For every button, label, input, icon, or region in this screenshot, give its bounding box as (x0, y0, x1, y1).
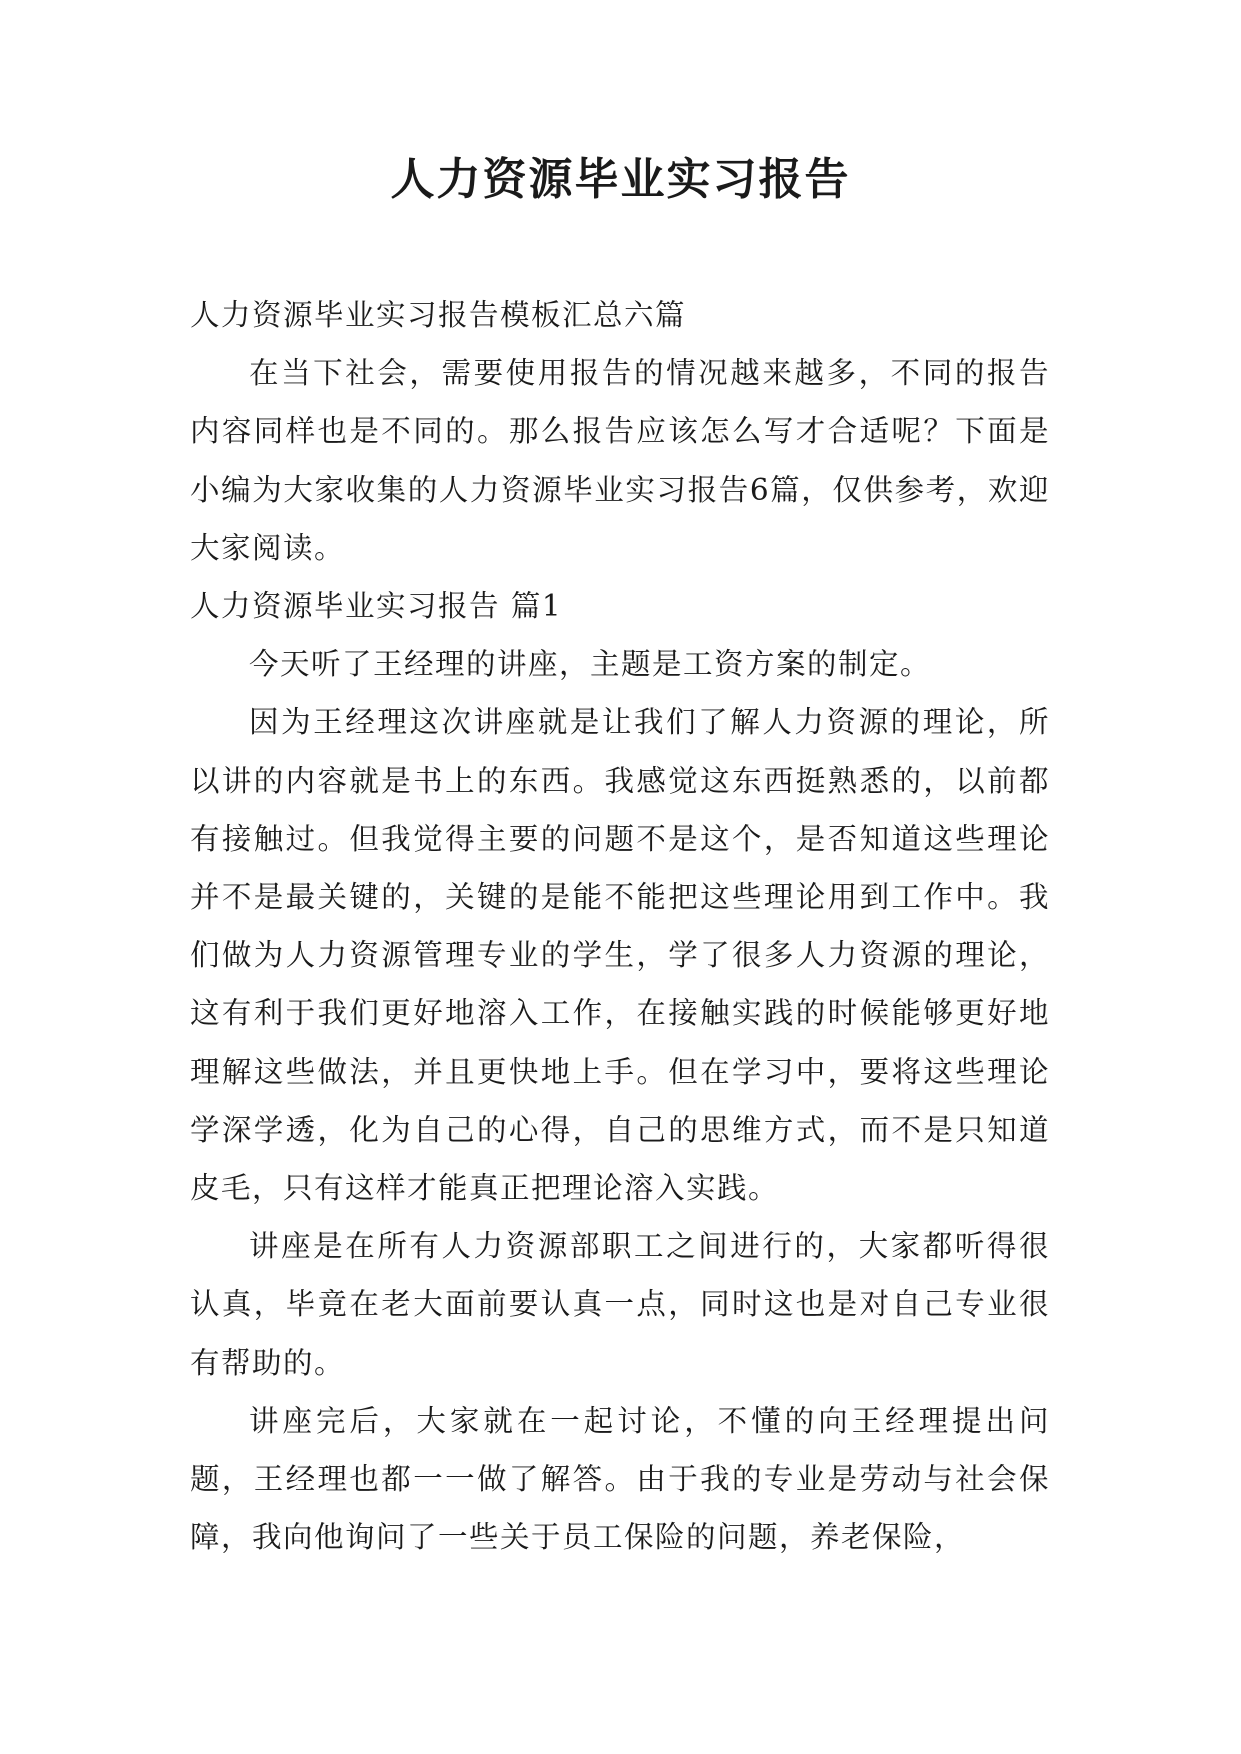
document-subtitle: 人力资源毕业实习报告模板汇总六篇 (190, 298, 687, 332)
document-body (190, 286, 1050, 1566)
body-paragraph: 今天听了王经理的讲座，主题是工资方案的制定。 (249, 647, 932, 682)
intro-paragraph: 在当下社会，需要使用报告的情况越来越多，不同的报告内容同样也是不同的。那么报告应该怎么写才合适呢？下面是小编为大家收集的人力资源毕业实习报告6篇，仅供参考，欢迎大家阅读。 (190, 356, 1050, 565)
document-title: 人力资源毕业实习报告 (390, 154, 851, 205)
body-paragraph: 讲座完后，大家就在一起讨论，不懂的向王经理提出问题，王经理也都一一做了解答。由于我的专业是劳动与社会保障，我向他询问了一些关于员工保险的问题，养老保险， (190, 1403, 1050, 1555)
body-paragraph: 讲座是在所有人力资源部职工之间进行的，大家都听得很认真，毕竟在老大面前要认真一点，同时这也是对自己专业很有帮助的。 (190, 1229, 1050, 1380)
body-paragraph: 因为王经理这次讲座就是让我们了解人力资源的理论，所以讲的内容就是书上的东西。我感觉这东西挺熟悉的，以前都有接触过。但我觉得主要的问题不是这个，是否知道这些理论并不是最关键的，关键的是能不能把这些理论用到工作中。我们做为人力资源管理专业的学生，学了很多人力资源的理论，这有利于我们更好地溶入工作，在接触实践的时候能够更好地理解这些做法，并且更快地上手。但在学习中，要将这些理论学深学透，化为自己的心得，自己的思维方式，而不是只知道皮毛，只有这样才能真正把理论溶入实践。 (190, 705, 1050, 1206)
section-heading: 人力资源毕业实习报告 篇1 (190, 589, 563, 624)
